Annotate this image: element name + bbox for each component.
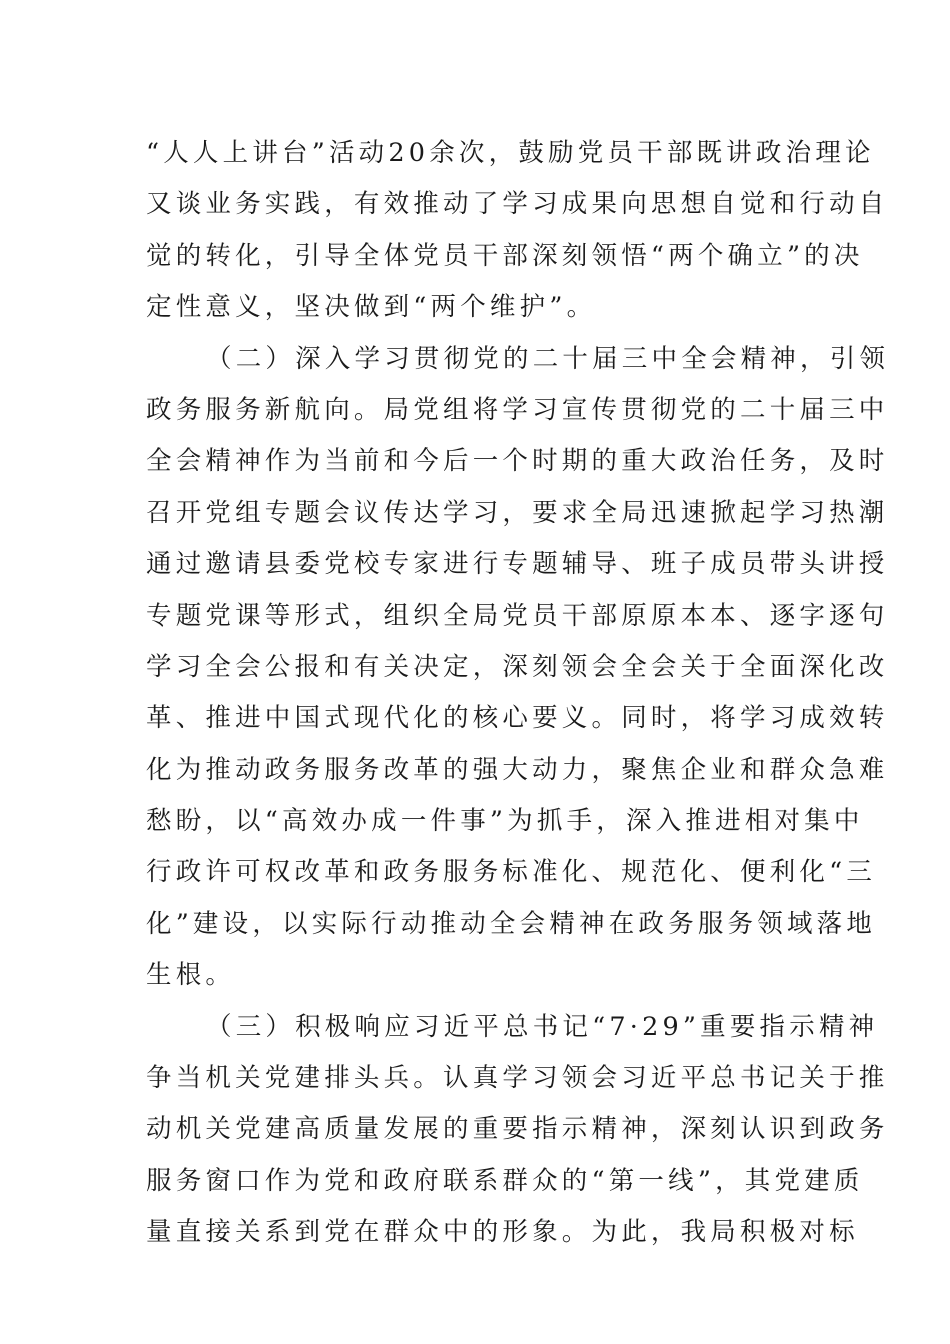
text-line: 全会精神作为当前和今后一个时期的重大政治任务，及时 bbox=[146, 446, 889, 477]
text-line: 又谈业务实践，有效推动了学习成果向思想自觉和行动自 bbox=[146, 189, 889, 220]
text-line: 化为推动政务服务改革的强大动力，聚焦企业和群众急难 bbox=[146, 754, 889, 785]
text-line: 革、推进中国式现代化的核心要义。同时，将学习成效转 bbox=[146, 703, 889, 734]
text-line: 量直接关系到党在群众中的形象。为此，我局积极对标 bbox=[146, 1217, 859, 1248]
text-line: 政务服务新航向。局党组将学习宣传贯彻党的二十届三中 bbox=[146, 394, 889, 425]
text-line: 争当机关党建排头兵。认真学习领会习近平总书记关于推 bbox=[146, 1063, 889, 1094]
text-line: 生根。 bbox=[146, 960, 236, 991]
text-line: 召开党组专题会议传达学习，要求全局迅速掀起学习热潮 bbox=[146, 497, 889, 528]
section-heading-line: （三）积极响应习近平总书记“7·29”重要指示精神 bbox=[206, 1011, 879, 1042]
text-line: 行政许可权改革和政务服务标准化、规范化、便利化“三 bbox=[146, 857, 877, 888]
text-line: 服务窗口作为党和政府联系群众的“第一线”，其党建质 bbox=[146, 1165, 864, 1196]
text-line: 定性意义，坚决做到“两个维护”。 bbox=[146, 292, 597, 323]
document-body bbox=[146, 128, 890, 1259]
text-line: 动机关党建高质量发展的重要指示精神，深刻认识到政务 bbox=[146, 1114, 889, 1145]
text-line: 专题党课等形式，组织全局党员干部原原本本、逐字逐句 bbox=[146, 600, 889, 631]
text-line: 学习全会公报和有关决定，深刻领会全会关于全面深化改 bbox=[146, 651, 889, 682]
text-line: 愁盼，以“高效办成一件事”为抓手，深入推进相对集中 bbox=[146, 806, 864, 837]
text-line: 觉的转化，引导全体党员干部深刻领悟“两个确立”的决 bbox=[146, 240, 864, 271]
text-line: 化”建设，以实际行动推动全会精神在政务服务领域落地 bbox=[146, 908, 877, 939]
section-heading-line: （二）深入学习贯彻党的二十届三中全会精神，引领 bbox=[206, 343, 890, 374]
text-line: “人人上讲台”活动20余次，鼓励党员干部既讲政治理论 bbox=[146, 138, 875, 168]
text-line: 通过邀请县委党校专家进行专题辅导、班子成员带头讲授 bbox=[146, 549, 889, 580]
